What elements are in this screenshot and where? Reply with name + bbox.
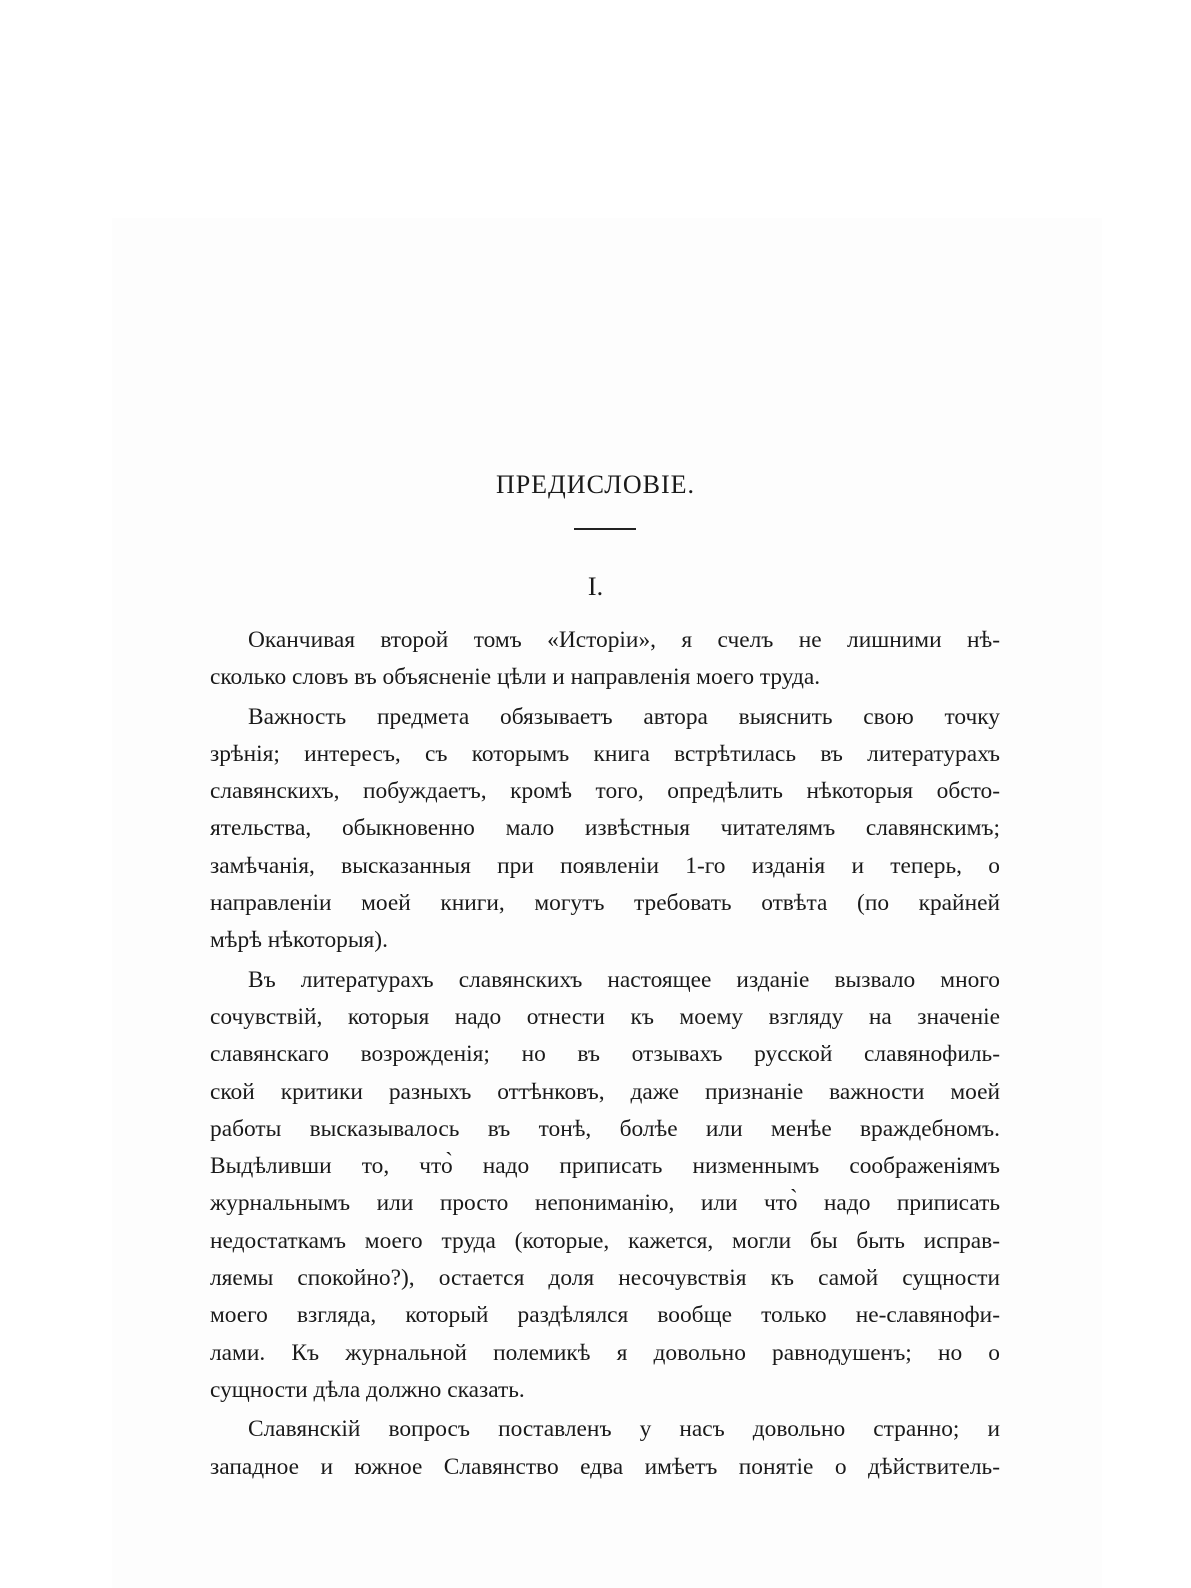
text-line: славянскаго возрожденія; но въ отзывахъ русской славянофиль- (210, 1041, 1000, 1068)
text-line: моего взгляда, который раздѣлялся вообще только не-славянофи- (210, 1302, 1000, 1329)
section-numeral: I. (587, 572, 604, 601)
text-line: ятельства, обыкновенно мало извѣстныя читателямъ славянскимъ; (210, 815, 1000, 842)
text-line: работы высказывалось въ тонѣ, болѣе или менѣе враждебномъ. (210, 1115, 1000, 1142)
text-line: ляемы спокойно?), остается доля несочувствія къ самой сущности (210, 1265, 1000, 1292)
text-line: сколько словъ въ объясненіе цѣли и направленія моего труда. (210, 664, 821, 691)
paragraph-2 (210, 699, 1000, 960)
text-line: сочувствій, которыя надо отнести къ моему взгляду на значеніе (210, 1003, 1000, 1030)
text-line: Въ литературахъ славянскихъ настоящее изданіе вызвало много (248, 966, 1000, 993)
text-line: недостаткамъ моего труда (которые, кажется, могли бы быть исправ- (210, 1227, 1000, 1254)
text-line: лами. Къ журнальной полемикѣ я довольно равнодушенъ; но о (210, 1339, 1000, 1366)
text-line: сущности дѣла должно сказать. (210, 1376, 525, 1403)
title-rule (574, 528, 636, 530)
body-text (210, 622, 1000, 1488)
text-line: мѣрѣ нѣкоторыя). (210, 927, 388, 954)
text-line: западное и южное Славянство едва имѣетъ понятіе о дѣйствитель- (210, 1453, 1000, 1480)
paragraph-4 (210, 1411, 1000, 1486)
text-line: зрѣнія; интересъ, съ которымъ книга встрѣтилась въ литературахъ (210, 740, 1000, 767)
text-line: Оканчивая второй томъ «Исторіи», я счелъ не лишними нѣ- (248, 627, 1000, 653)
text-line: Выдѣливши то, что̀ надо приписать низменнымъ соображеніямъ (210, 1153, 1000, 1180)
text-line: Славянскій вопросъ поставленъ у насъ довольно странно; и (248, 1416, 1000, 1443)
text-line: направленіи моей книги, могутъ требовать отвѣта (по крайней (210, 890, 1000, 917)
text-line: журнальнымъ или просто непониманію, или что̀ надо приписать (210, 1190, 1000, 1217)
text-line: Важность предмета обязываетъ автора выяснить свою точку (248, 703, 1000, 730)
text-line: ской критики разныхъ оттѣнковъ, даже признаніе важности моей (210, 1078, 1000, 1105)
paragraph-1 (210, 622, 1000, 697)
page-title: ПРЕДИСЛОВІЕ. (495, 470, 696, 499)
paragraph-3 (210, 962, 1000, 1410)
text-line: славянскихъ, побуждаетъ, кромѣ того, опредѣлить нѣкоторыя обсто- (210, 778, 1000, 805)
text-line: замѣчанія, высказанныя при появленіи 1-го изданія и теперь, о (210, 852, 1000, 879)
